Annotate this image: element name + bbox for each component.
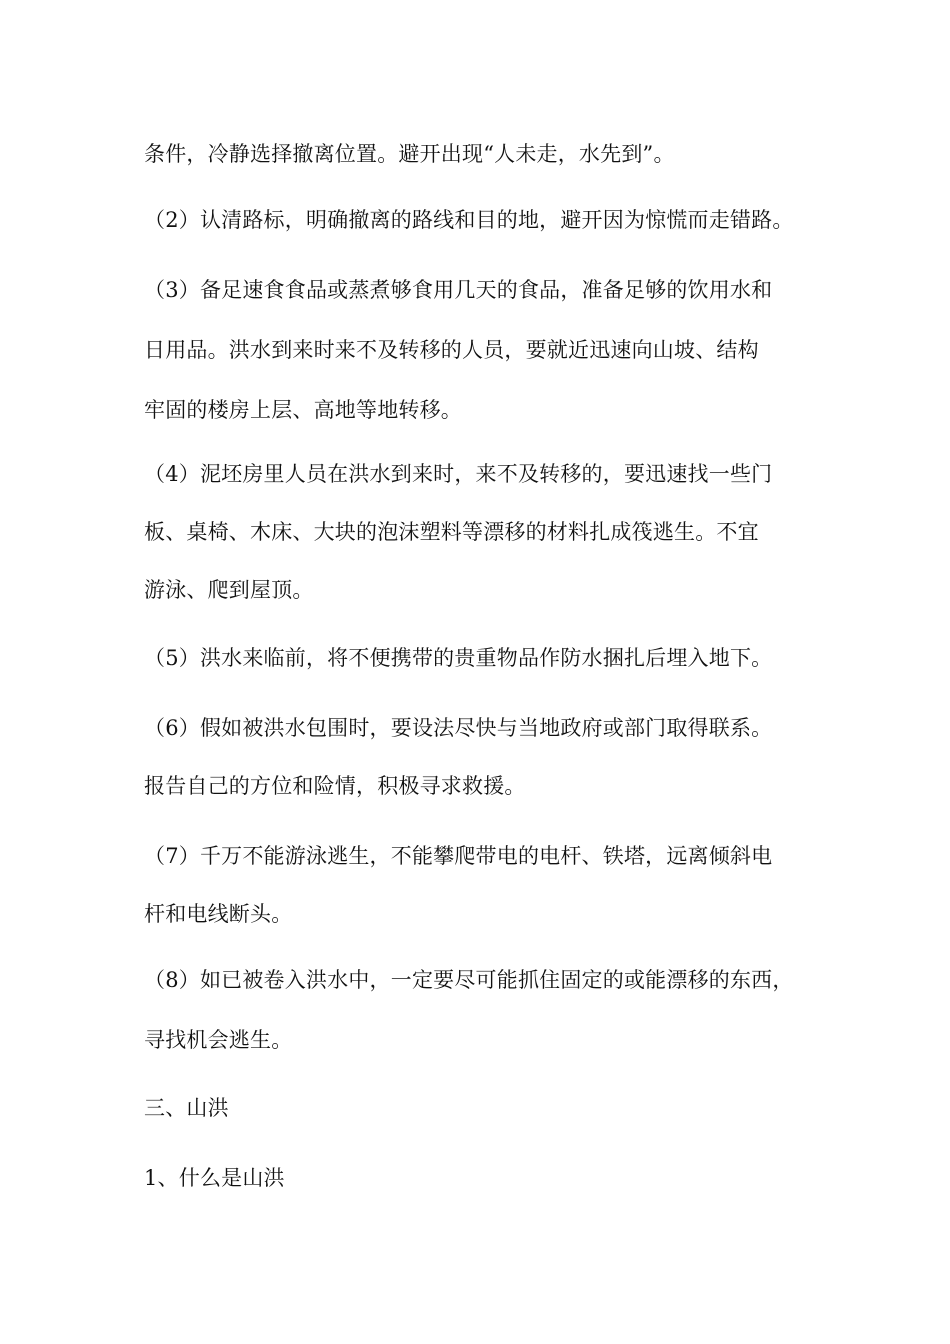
text-line: 条件，冷静选择撤离位置。避开出现“人未走，水先到”。 (144, 142, 675, 166)
text-line: （3）备足速食食品或蒸煮够食用几天的食品，准备足够的饮用水和 (144, 278, 773, 302)
text-line: 寻找机会逃生。 (144, 1028, 293, 1052)
text-line: （4）泥坯房里人员在洪水到来时，来不及转移的，要迅速找一些门 (144, 462, 773, 486)
subsection-heading: 1、什么是山洪 (144, 1166, 285, 1190)
text-line: 牢固的楼房上层、高地等地转移。 (144, 398, 462, 422)
text-line: （2）认清路标，明确撤离的路线和目的地，避开因为惊慌而走错路。 (144, 208, 794, 232)
section-heading: 三、山洪 (144, 1096, 229, 1120)
text-line: （5）洪水来临前，将不便携带的贵重物品作防水捆扎后埋入地下。 (144, 646, 773, 670)
text-line: 报告自己的方位和险情，积极寻求救援。 (144, 774, 526, 798)
text-line: （8）如已被卷入洪水中，一定要尽可能抓住固定的或能漂移的东西， (144, 968, 794, 992)
text-line: 日用品。洪水到来时来不及转移的人员，要就近迅速向山坡、结构 (144, 338, 759, 362)
text-line: 板、桌椅、木床、大块的泡沫塑料等漂移的材料扎成筏逃生。不宜 (144, 520, 759, 544)
text-line: （7）千万不能游泳逃生，不能攀爬带电的电杆、铁塔，远离倾斜电 (144, 844, 773, 868)
text-line: 游泳、爬到屋顶。 (144, 578, 314, 602)
text-line: （6）假如被洪水包围时，要设法尽快与当地政府或部门取得联系。 (144, 716, 773, 740)
text-line: 杆和电线断头。 (144, 902, 293, 926)
